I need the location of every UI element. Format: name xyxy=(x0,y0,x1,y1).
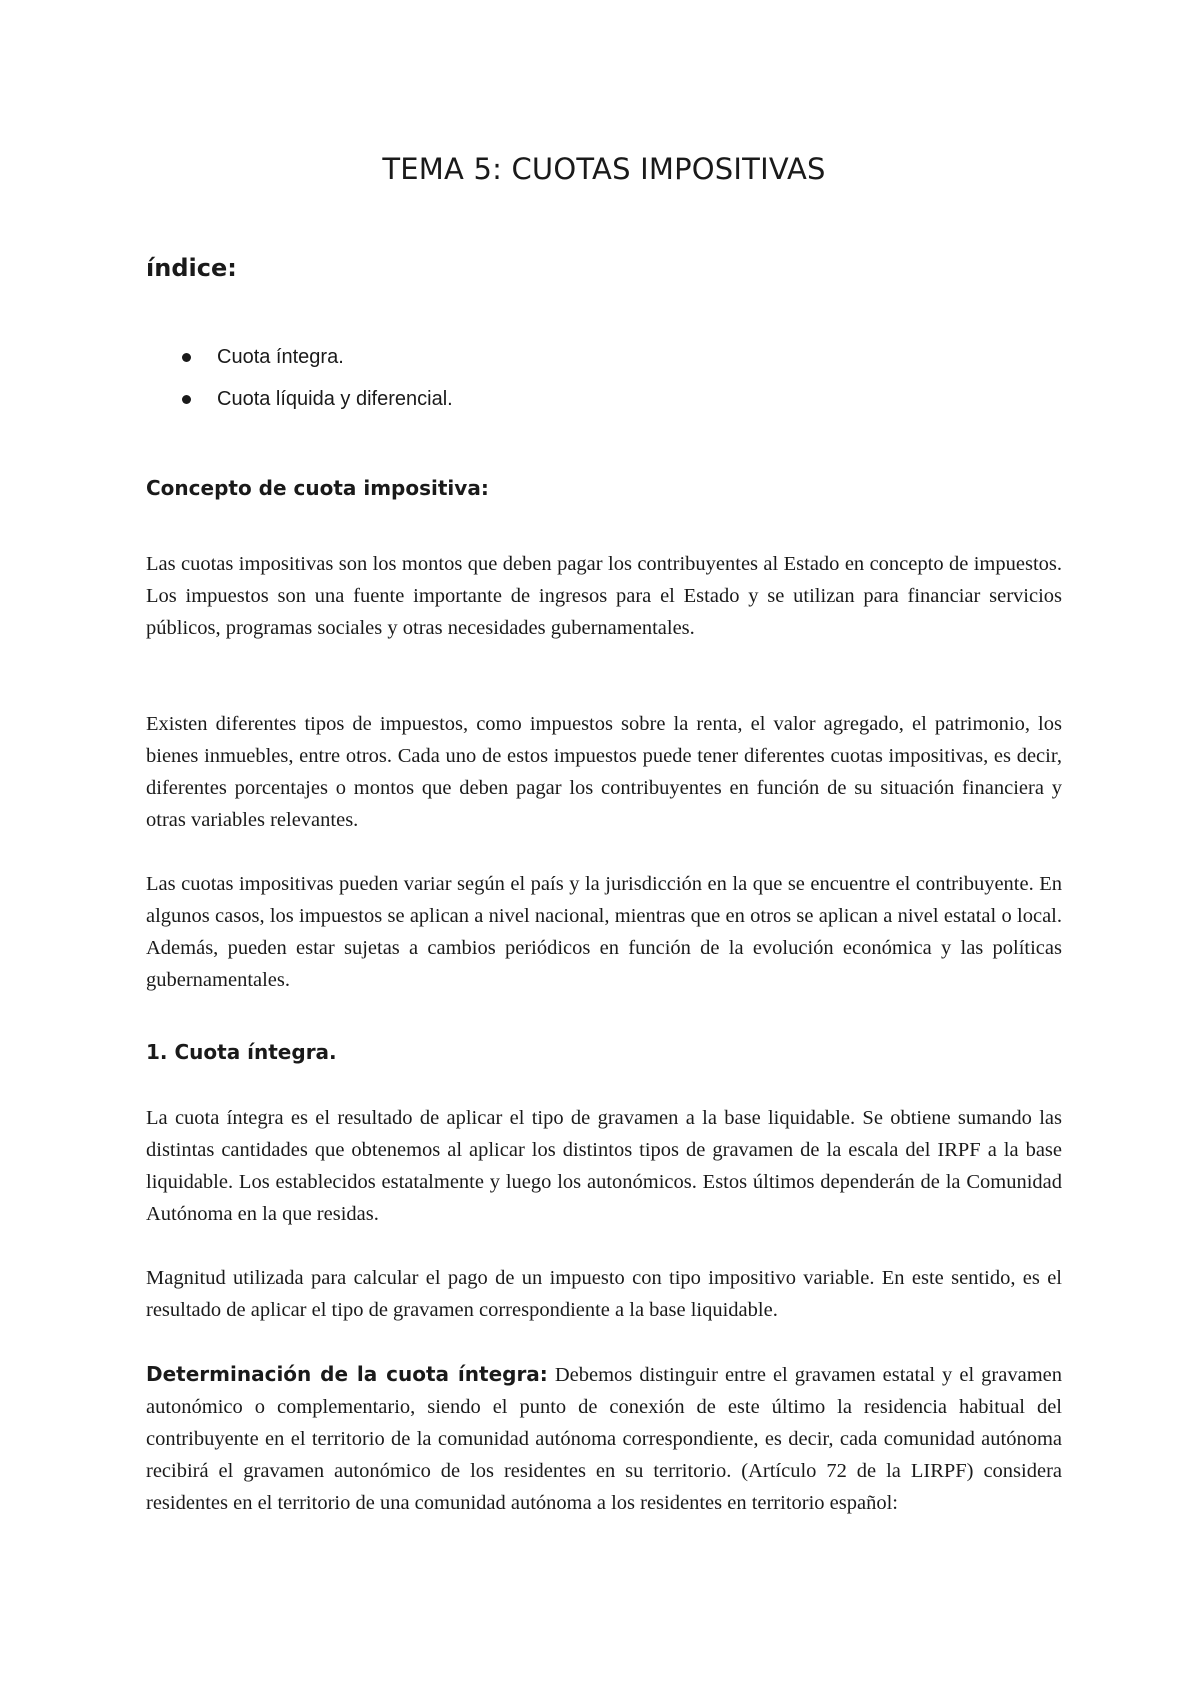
document-title: TEMA 5: CUOTAS IMPOSITIVAS xyxy=(382,152,826,186)
bullet-icon xyxy=(182,395,191,404)
index-item xyxy=(182,344,453,386)
determination-paragraph xyxy=(146,1358,1062,1519)
bullet-icon xyxy=(182,353,191,362)
determination-text: Debemos distinguir entre el gravamen estatal y el gravamen autonómico o complementario, siendo el punto de conexión de este último la residencia habitual del contribuyente en el territorio de la comunidad autónoma correspondiente, es decir, cada comunidad autónoma recibirá el gravamen autonómico de los residentes en su territorio. (Artículo 72 de la LIRPF) considera residentes en el territorio de una comunidad autónoma a los residentes en territorio español: xyxy=(146,1364,1063,1514)
concept-paragraph: Existen diferentes tipos de impuestos, como impuestos sobre la renta, el valor agregado, el patrimonio, los bienes inmuebles, entre otros. Cada uno de estos impuestos puede tener diferentes cuotas impositivas, es decir, diferentes porcentajes o montos que deben pagar los contribuyentes en función de su situación financiera y otras variables relevantes. xyxy=(146,713,1062,831)
concept-heading: Concepto de cuota impositiva: xyxy=(146,476,489,500)
concept-paragraph: Las cuotas impositivas pueden variar según el país y la jurisdicción en la que se encuentre el contribuyente. En algunos casos, los impuestos se aplican a nivel nacional, mientras que en otros se aplican a nivel estatal o local. Además, pueden estar sujetas a cambios periódicos en función de la evolución económica y las políticas gubernamentales. xyxy=(146,873,1062,991)
index-item-label: Cuota íntegra. xyxy=(217,346,344,368)
section1-paragraph: La cuota íntegra es el resultado de aplicar el tipo de gravamen a la base liquidable. Se obtiene sumando las distintas cantidades que obtenemos al aplicar los distintos tipos de gravamen de la escala del IRPF a la base liquidable. Los establecidos estatalmente y luego los autonómicos. Estos últimos dependerán de la Comunidad Autónoma en la que residas. xyxy=(146,1107,1062,1225)
index-list xyxy=(182,344,453,428)
index-item-label: Cuota líquida y diferencial. xyxy=(217,388,453,410)
index-heading: índice: xyxy=(146,254,237,282)
index-item xyxy=(182,386,453,428)
section1-paragraph: Magnitud utilizada para calcular el pago de un impuesto con tipo impositivo variable. En este sentido, es el resultado de aplicar el tipo de gravamen correspondiente a la base liquidable. xyxy=(146,1267,1062,1321)
section-heading-cuota-integra: 1. Cuota íntegra. xyxy=(146,1040,337,1064)
determination-heading: Determinación de la cuota íntegra: xyxy=(146,1362,548,1386)
concept-paragraph: Las cuotas impositivas son los montos que deben pagar los contribuyentes al Estado en concepto de impuestos. Los impuestos son una fuente importante de ingresos para el Estado y se utilizan para financiar servicios públicos, programas sociales y otras necesidades gubernamentales. xyxy=(146,553,1062,639)
